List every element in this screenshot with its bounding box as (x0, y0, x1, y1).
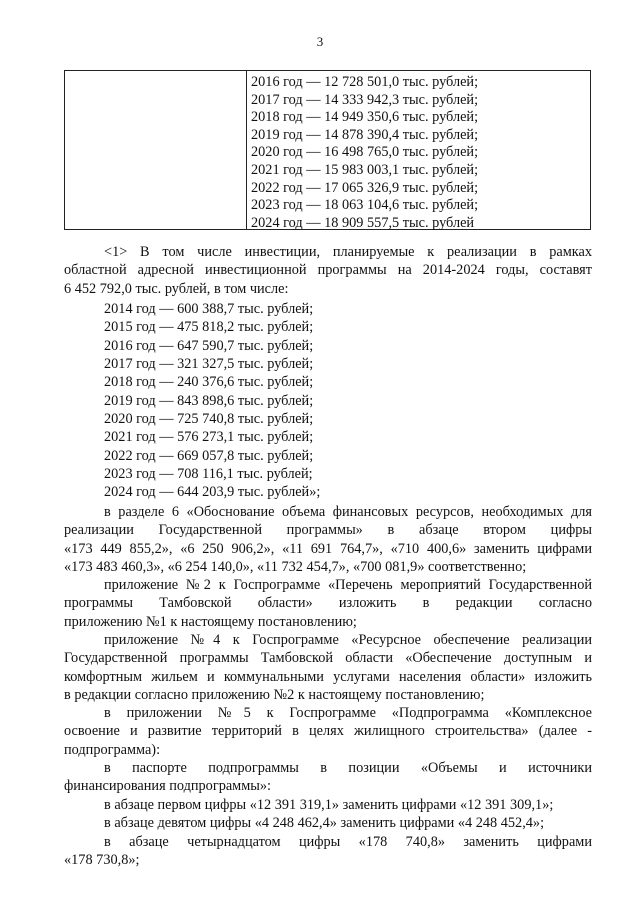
text-line: «173 483 460,3», «6 254 140,0», «11 732 454,7», «700 081,9» соответственно; (64, 559, 527, 576)
text-line: <1> В том числе инвестиции, планируемые к реализации в рамках (104, 244, 592, 260)
table-row: 2020 год — 16 498 765,0 тыс. рублей; (251, 144, 479, 161)
appendix4-paragraph (64, 631, 592, 705)
list-item: 2014 год — 600 388,7 тыс. рублей; (104, 301, 314, 317)
text-line: освоение и развитие территорий в целях жилищного строительства» (далее - (64, 723, 592, 740)
page-number: 3 (316, 34, 324, 49)
table-row: 2016 год — 12 728 501,0 тыс. рублей; (251, 74, 479, 90)
list-item: 2024 год — 644 203,9 тыс. рублей»; (104, 484, 321, 501)
list-item: 2023 год — 708 116,1 тыс. рублей; (104, 466, 313, 483)
list-item: 2020 год — 725 740,8 тыс. рублей; (104, 411, 314, 428)
table-row: 2019 год — 14 878 390,4 тыс. рублей; (251, 126, 479, 143)
table-right-cell (251, 74, 478, 232)
list-item: 2018 год — 240 376,6 тыс. рублей; (104, 374, 314, 391)
text-line: реализации Государственной программы» в абзаце втором цифры (64, 522, 592, 539)
investment-list (104, 300, 320, 502)
text-line: «173 449 855,2», «6 250 906,2», «11 691 764,7», «710 400,6» заменить цифрами (64, 540, 592, 557)
table-row: 2024 год — 18 909 557,5 тыс. рублей (251, 214, 475, 231)
text-line: в абзаце четырнадцатом цифры «178 740,8» заменить цифрами (104, 834, 592, 850)
text-line: подпрограмма): (64, 741, 161, 758)
text-line: в приложении №5 к Госпрограмме «Подпрограмма «Комплексное (104, 705, 592, 721)
list-item: 2019 год — 843 898,6 тыс. рублей; (104, 392, 314, 409)
text-line: приложение №4 к Госпрограмме «Ресурсное обеспечение реализации (104, 632, 592, 648)
paragraph-fourteenth (64, 833, 592, 870)
table-row: 2023 год — 18 063 104,6 тыс. рублей; (251, 197, 479, 214)
text-line: 6 452 792,0 тыс. рублей, в том числе: (64, 280, 289, 297)
text-line: в паспорте подпрограммы в позиции «Объемы и источники (104, 760, 592, 776)
table-row: 2021 год — 15 983 003,1 тыс. рублей; (251, 161, 479, 178)
text-line: приложению №1 к настоящему постановлению; (64, 613, 357, 630)
list-item: 2022 год — 669 057,8 тыс. рублей; (104, 447, 314, 464)
section6-paragraph (64, 503, 592, 577)
appendix5-paragraph (64, 704, 592, 759)
text-line: в абзаце первом цифры «12 391 319,1» заменить цифрами «12 391 309,1»; (104, 797, 554, 813)
text-line: в редакции согласно приложению №2 к настоящему постановлению; (64, 687, 485, 704)
funding-table (64, 70, 591, 230)
text-line: приложение №2 к Госпрограмме «Перечень мероприятий Государственной (104, 577, 592, 593)
paragraph-first (64, 796, 592, 814)
table-row: 2017 год — 14 333 942,3 тыс. рублей; (251, 91, 479, 108)
text-line: в разделе 6 «Обоснование объема финансовых ресурсов, необходимых для (104, 504, 592, 520)
list-item: 2015 год — 475 818,2 тыс. рублей; (104, 319, 314, 336)
list-item: 2017 год — 321 327,5 тыс. рублей; (104, 356, 314, 373)
text-line: в абзаце девятом цифры «4 248 462,4» заменить цифрами «4 248 452,4»; (104, 815, 545, 831)
appendix2-paragraph (64, 576, 592, 631)
table-left-cell (65, 71, 247, 229)
text-line: Государственной программы Тамбовской области «Обеспечение доступным и (64, 650, 592, 667)
footnote-paragraph (64, 243, 592, 298)
table-row: 2022 год — 17 065 326,9 тыс. рублей; (251, 179, 479, 196)
text-line: программы Тамбовской области» изложить в редакции согласно (64, 595, 592, 612)
text-line: «178 730,8»; (64, 852, 140, 869)
text-line: финансирования подпрограммы»: (64, 778, 272, 795)
list-item: 2021 год — 576 273,1 тыс. рублей; (104, 429, 314, 446)
list-item: 2016 год — 647 590,7 тыс. рублей; (104, 337, 314, 354)
passport-paragraph (64, 759, 592, 796)
paragraph-ninth (64, 814, 592, 832)
text-line: комфортным жильем и коммунальными услугами населения области» изложить (64, 668, 592, 685)
table-row: 2018 год — 14 949 350,6 тыс. рублей; (251, 109, 479, 126)
text-line: областной адресной инвестиционной программы на 2014-2024 годы, составят (64, 262, 592, 279)
